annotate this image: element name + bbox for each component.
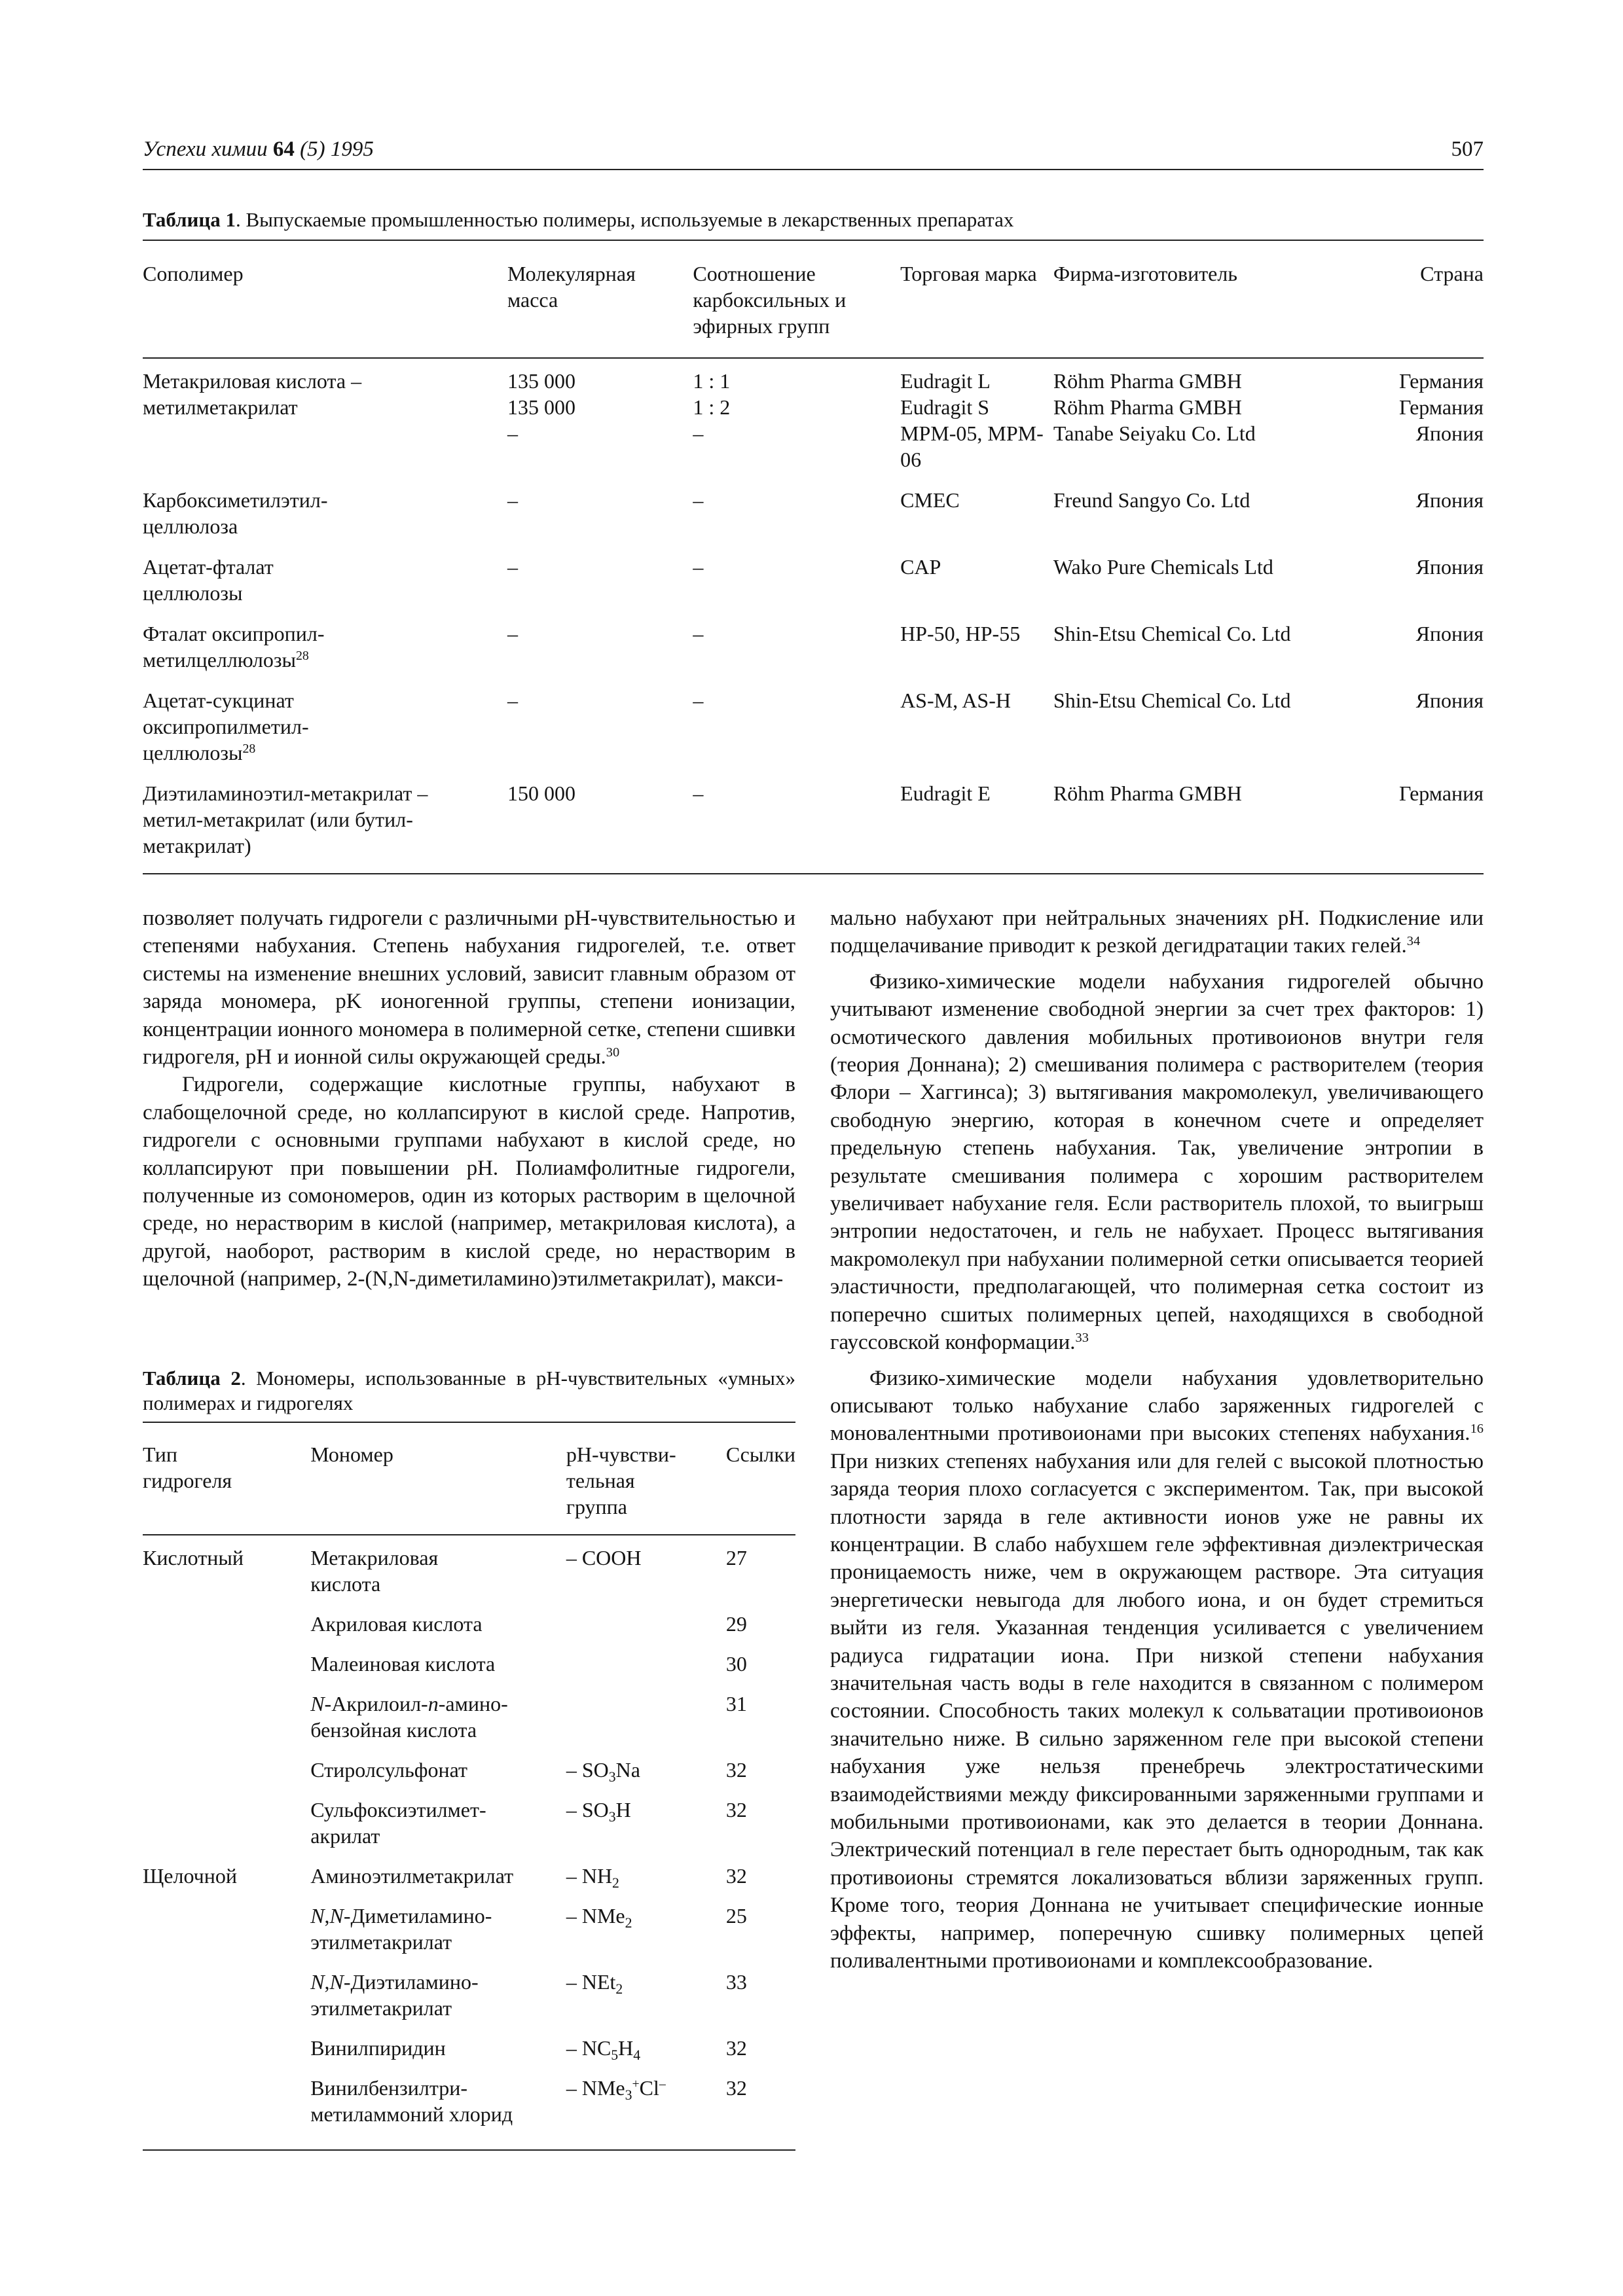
- table2-cell: – NMe$_3$+Cl–: [566, 2076, 666, 2103]
- table1-cell: Япония: [1415, 622, 1484, 645]
- table1-cell: Shin-Etsu Chemical Co. Ltd: [1053, 622, 1291, 645]
- table1: [143, 240, 1484, 874]
- table1-cell: –: [693, 689, 704, 712]
- table2-header-cell: Тип гидрогеля: [143, 1423, 310, 1535]
- table1-cell: CAP: [900, 555, 941, 579]
- table1-cell: –: [693, 781, 704, 805]
- paragraph: позволяет получать гидрогели с различными pH-чувствительностью и степенями набухания. Степень набухания гидрогелей, т.е. ответ системы на изменение внешних условий, зависит главным образом от заряда мономера, pK ионогенной группы, степени ионизации, концентрации ионного мономера в полимерной сетке, степени сшивки гидрогеля, pH и ионной силы окружающей среды.$^{30}$: [143, 906, 795, 1069]
- table1-cell: HP-50, HP-55: [900, 622, 1021, 645]
- table2-caption: Таблица 2. Мономеры, использованные в pH-чувствительных «умных» полимерах и гидрогелях: [143, 1367, 796, 1414]
- table1-cell: Röhm Pharma GMBH Röhm Pharma GMBH Tanabe Seiyaku Co. Ltd: [1053, 369, 1256, 445]
- table2-cell: Метакриловая кислота: [310, 1546, 439, 1596]
- table2-cell: [143, 1691, 310, 1757]
- table2-cell: Винилпиридин: [310, 2036, 446, 2060]
- paragraph: Физико-химические модели набухания удовлетворительно описывают только набухание слабо заряженных гидрогелей с моновалентными противоионами при высоких степенях набухания.$^{16}$ При низких степенях набухания или для гелей с высокой плотностью заряда теория плохо согласуется с экспериментом. Так, при высокой плотности заряда в геле активности ионов уже не равны их концентрации. В слабо набухшем геле эффективная диэлектрическая проницаемость ниже, чем в окружающем растворе. Эта ситуация энергетически невыгода для любого иона, и он будет стремиться выйти из геля. Указанная тенденция усиливается с увеличением радиуса гидратации иона. При низкой степени набухания значительная часть воды в геле находится в связанном с полимером состоянии. Способность таких молекул к сольватации противоионов значительно ниже. В сильно заряженном геле при высокой степени набухания уже нельзя пренебречь электростатическими взаимодействиями между фиксированными заряженными группами и мобильными противоионами, как это делается в теории Доннана. Электрический потенциал в геле перестает быть однородным, так как противоионы стремятся локализоваться вблизи заряженных групп. Кроме того, теория Доннана не учитывает специфические ионные эффекты, например, поперечную сшивку полимерных цепей поливалентными противоионами и комплексообразование.: [830, 1366, 1484, 1973]
- table-row: [143, 2035, 795, 2075]
- table1-cell: Германия: [1399, 781, 1484, 805]
- table1-cell: –: [507, 622, 518, 645]
- table2-cell: N-Акрилоил-n-амино-бензойная кислота: [310, 1692, 508, 1742]
- paragraph: Гидрогели, содержащие кислотные группы, набухают в слабощелочной среде, но коллапсируют в кислой среде. Напротив, гидрогели с основными группами набухают в кислой среде, но коллапсируют при повышении pH. Полиамфолитные гидрогели, полученные из сомономеров, один из которых растворим в щелочной среде, но нерастворим в кислой (например, метакриловая кислота), а другой, наоборот, растворим в кислой среде, но нерастворим в щелочной (например, 2-(N,N-диметиламино)этилметакрилат), макси-: [143, 1073, 795, 1291]
- table-row: [143, 1611, 795, 1651]
- table2-cell: Аминоэтилметакрилат: [310, 1864, 514, 1888]
- table-row: [143, 1863, 795, 1903]
- table1-cell: –: [507, 555, 518, 579]
- table2-cell: 32: [725, 1758, 747, 1782]
- table2-cell: 25: [725, 1904, 747, 1928]
- table2-cell: [143, 1797, 310, 1863]
- table2-cell: [143, 1757, 310, 1797]
- table2-cell: 32: [725, 2036, 747, 2060]
- table1-cell: Eudragit E: [900, 781, 991, 805]
- table2-cell: [143, 1611, 310, 1651]
- table1-cell: Германия Германия Япония: [1399, 369, 1484, 445]
- table2-cell: [143, 2075, 310, 2149]
- table2: [143, 1422, 795, 2151]
- table1-cell: Япония: [1415, 555, 1484, 579]
- table1-cell: –: [693, 622, 704, 645]
- table1-cell: Wako Pure Chemicals Ltd: [1053, 555, 1273, 579]
- table1-cell: 135 000 135 000 –: [507, 369, 575, 445]
- table2-cell: Кислотный: [143, 1546, 244, 1570]
- table1-cell: –: [507, 488, 518, 512]
- table2-cell: – NMe$_2$: [566, 1904, 632, 1931]
- table-row: [143, 1903, 795, 1969]
- table2-cell: – $SO_3H$: [566, 1798, 631, 1825]
- table2-cell: 31: [725, 1692, 747, 1715]
- paragraph: Физико-химические модели набухания гидрогелей обычно учитывают изменение свободной энергии за счет трех факторов: 1) осмотического давления мобильных противоионов внутри геля (теория Доннана); 2) смешивания полимера с растворителем (теория Флори – Хаггинса); 3) вытягивания макромолекул, увеличивающего свободную энергию, которая в конечном счете и определяет предельную степень набухания. Так, увеличение энтропии в результате смешивания полимера с хорошим растворителем увеличивает набухание геля. Если растворитель плохой, то выигрыш энтропии недостаточен, и гель не набухает. Процесс вытягивания макромолекул при набухании полимерной сетки описывается теорией эластичности, предполагающей, что полимерная сетка состоит из поперечно сшитых полимерных цепей, находящихся в свободной гауссовской конформации.$^{33}$: [830, 969, 1484, 1355]
- table1-header-cell: Соотношение карбоксильных и эфирных групп: [693, 241, 900, 358]
- table1-cell: Фталат оксипропил-метилцеллюлозы$^{28}$: [143, 622, 325, 672]
- table2-header-cell: pH-чувстви-тельная группа: [566, 1423, 726, 1535]
- table-row: [143, 487, 1484, 554]
- table1-cell: CMEC: [900, 488, 960, 512]
- table1-cell: 1 : 1 1 : 2 –: [693, 369, 731, 445]
- table2-cell: N,N-Диметиламино-этилметакрилат: [310, 1904, 492, 1954]
- table-row: [143, 1969, 795, 2035]
- left-column: [143, 905, 795, 1293]
- table2-cell: – NEt$_2$: [566, 1970, 623, 1997]
- table2-cell: [566, 1651, 726, 1691]
- table2-cell: [143, 1969, 310, 2035]
- table2-cell: Щелочной: [143, 1864, 237, 1888]
- table2-cell: Винилбензилтри-метиламмоний хлорид: [310, 2076, 513, 2126]
- table2-cell: Акриловая кислота: [310, 1612, 483, 1636]
- table1-header-cell: Фирма-изготовитель: [1053, 241, 1399, 358]
- table-row: [143, 1691, 795, 1757]
- table2-cell: 32: [725, 1864, 747, 1888]
- table-row: [143, 687, 1484, 780]
- table-row: [143, 1757, 795, 1797]
- table2-cell: 27: [725, 1546, 747, 1570]
- table-row: [143, 620, 1484, 687]
- table2-header-row: [143, 1423, 795, 1535]
- table2-cell: 29: [725, 1612, 747, 1636]
- table-row: [143, 780, 1484, 873]
- table1-cell: AS-M, AS-H: [900, 689, 1011, 712]
- table1-cell: Freund Sangyo Co. Ltd: [1053, 488, 1250, 512]
- right-column: [830, 905, 1484, 1975]
- table1-cell: –: [693, 488, 704, 512]
- table2-header-cell: Ссылки: [726, 1423, 795, 1535]
- table1-cell: Ацетат-сукцинат оксипропилметил-целлюлозы$^{28}$: [143, 689, 309, 764]
- table1-cell: –: [693, 555, 704, 579]
- paragraph: мально набухают при нейтральных значениях pH. Подкисление или подщелачивание приводит к резкой дегидратации таких гелей.$^{34}$: [830, 906, 1484, 958]
- table2-cell: [143, 1903, 310, 1969]
- table1-cell: 150 000: [507, 781, 575, 805]
- table-row: [143, 1651, 795, 1691]
- table2-cell: [566, 1611, 726, 1651]
- table1-cell: Метакриловая кислота – метилметакрилат: [143, 369, 362, 419]
- table2-cell: [143, 1651, 310, 1691]
- table2-cell: – $NH_2$: [566, 1864, 619, 1891]
- table2-cell: N,N-Диэтиламино-этилметакрилат: [310, 1970, 479, 2020]
- table2-cell: – $NC_5H_4$: [566, 2036, 641, 2063]
- table2-cell: Стиролсульфонат: [310, 1758, 467, 1782]
- table1-header-row: [143, 241, 1484, 358]
- table-row: [143, 358, 1484, 487]
- table1-header-cell: Молекулярная масса: [507, 241, 693, 358]
- table1-cell: Япония: [1415, 488, 1484, 512]
- page-number: 507: [1451, 137, 1484, 161]
- table1-caption: Таблица 1. Выпускаемые промышленностью полимеры, используемые в лекарственных препаратах: [143, 208, 1014, 231]
- table2-cell: 32: [725, 1798, 747, 1821]
- table-row: [143, 1535, 795, 1611]
- journal-citation: Успехи химии 64 (5) 1995: [143, 137, 374, 161]
- table-row: [143, 1797, 795, 1863]
- table1-cell: Eudragit L Eudragit S MPM-05, MPM-06: [900, 369, 1044, 471]
- table1-header-cell: Торговая марка: [900, 241, 1053, 358]
- table1-cell: Япония: [1415, 689, 1484, 712]
- table2-cell: – $SO_3Na$: [566, 1758, 640, 1785]
- table1-cell: Shin-Etsu Chemical Co. Ltd: [1053, 689, 1291, 712]
- table2-cell: – COOH: [566, 1546, 642, 1570]
- table2-cell: Малеиновая кислота: [310, 1652, 496, 1676]
- table1-cell: Карбоксиметилэтил-целлюлоза: [143, 488, 328, 538]
- table2-cell: [566, 1691, 726, 1757]
- table2-cell: 30: [725, 1652, 747, 1676]
- table2-cell: [143, 2035, 310, 2075]
- table-row: [143, 2075, 795, 2149]
- table2-cell: Сульфоксиэтилмет-акрилат: [310, 1798, 486, 1848]
- table2-cell: 32: [725, 2076, 747, 2100]
- table1-cell: Röhm Pharma GMBH: [1053, 781, 1242, 805]
- table2-header-cell: Мономер: [310, 1423, 566, 1535]
- table1-cell: Ацетат-фталат целлюлозы: [143, 555, 274, 605]
- table-row: [143, 554, 1484, 620]
- table1-cell: Диэтиламиноэтил-метакрилат – метил-метакрилат (или бутил-метакрилат): [143, 781, 428, 857]
- running-head: [143, 137, 1484, 170]
- table1-header-cell: Страна: [1399, 241, 1484, 358]
- table2-cell: 33: [725, 1970, 747, 1994]
- table1-cell: –: [507, 689, 518, 712]
- table1-header-cell: Сополимер: [143, 241, 507, 358]
